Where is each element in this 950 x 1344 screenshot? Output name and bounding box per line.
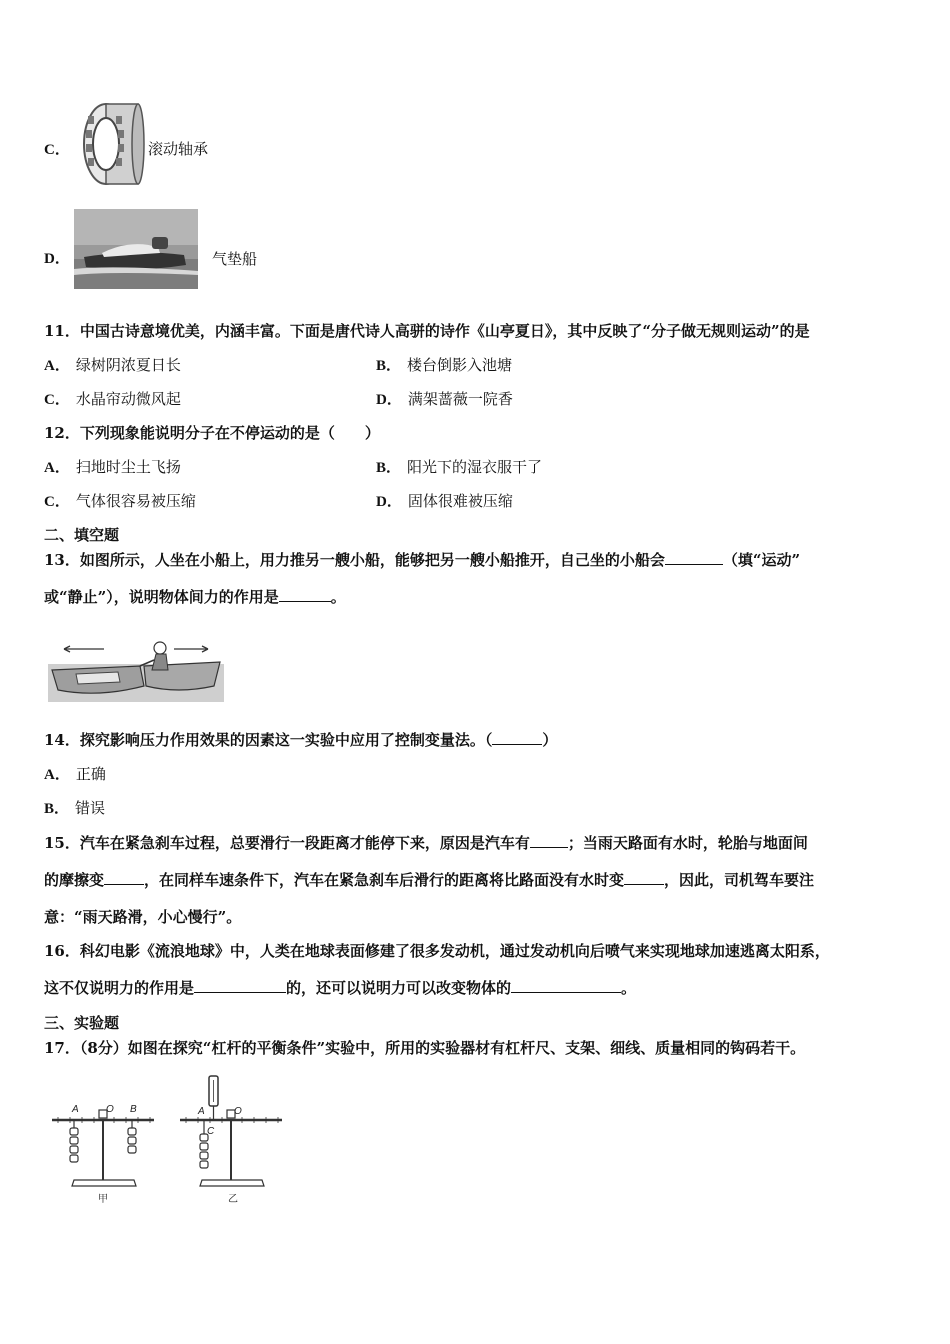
option-label: B．: [376, 460, 402, 476]
q16-line2: [44, 977, 636, 998]
caption-yi: 乙: [228, 1194, 238, 1205]
boat-push-figure: [48, 636, 224, 702]
q12-option-a[interactable]: [44, 456, 181, 477]
option-label: D．: [376, 392, 402, 408]
q13-line1: [44, 549, 800, 570]
option-text: 气体很容易被压缩: [75, 492, 196, 510]
q15-line3: 意：“雨天路滑，小心慢行”。: [44, 908, 242, 926]
option-label: A．: [44, 767, 70, 783]
option-text: 正确: [75, 765, 106, 783]
q12-stem: 12．下列现象能说明分子在不停运动的是（ ）: [44, 424, 380, 442]
option-label: D．: [44, 251, 70, 267]
q13-text-2: （填“运动”: [722, 551, 801, 569]
lever-jia: [52, 1110, 154, 1186]
option-text: 满架蔷薇一院香: [407, 390, 513, 408]
hovercraft-image: [74, 209, 198, 289]
label-b-jia: B: [130, 1104, 137, 1115]
lever-yi: [180, 1076, 282, 1186]
q15-line2: [44, 869, 814, 890]
q13-text-4: 。: [330, 588, 346, 606]
q10-option-d: [44, 247, 70, 268]
q17-stem: 17．（8分）如图在探究“杠杆的平衡条件”实验中，所用的实验器材有杠杆尺、支架、细线、质量相同的钩码若干。: [44, 1039, 806, 1057]
q14-text-2: ）: [542, 731, 558, 749]
option-text: 绿树阴浓夏日长: [75, 356, 181, 374]
caption-jia: 甲: [98, 1194, 108, 1205]
q13-line2: [44, 586, 346, 607]
q16-text-1: 这不仅说明力的作用是: [44, 979, 195, 997]
option-text: 错误: [75, 799, 106, 817]
q10-option-c: [44, 138, 70, 159]
q14-stem: [44, 729, 557, 750]
option-label: C．: [44, 142, 70, 158]
q14-text-1: 14．探究影响压力作用效果的因素这一实验中应用了控制变量法。（: [44, 731, 493, 749]
q15-text-2: ；当雨天路面有水时，轮胎与地面间: [567, 834, 808, 852]
q13-text-3: 或“静止”），说明物体间力的作用是: [44, 588, 279, 606]
q11-option-c[interactable]: [44, 388, 181, 409]
option-text: 水晶帘动微风起: [75, 390, 181, 408]
q11-option-a[interactable]: [44, 354, 181, 375]
label-c-yi: C: [207, 1126, 215, 1137]
option-text: 扫地时尘土飞扬: [75, 458, 181, 476]
q14-blank[interactable]: [492, 730, 542, 745]
q15-text-5: ，因此，司机驾车要注: [664, 871, 815, 889]
q15-blank-3[interactable]: [624, 870, 664, 885]
label-o-jia: O: [106, 1104, 114, 1115]
section-heading-fill-blank: 二、填空题: [44, 526, 120, 544]
q11-stem: 11．中国古诗意境优美，内涵丰富。下面是唐代诗人高骈的诗作《山亭夏日》，其中反映了“分子做无规则运动”的是: [44, 322, 810, 340]
q11-option-b[interactable]: [376, 354, 512, 375]
q13-blank-2[interactable]: [279, 587, 331, 602]
section-heading-experiment: 三、实验题: [44, 1014, 120, 1032]
option-text: 楼台倒影入池塘: [407, 356, 513, 374]
q13-blank-1[interactable]: [665, 550, 723, 565]
option-label: B．: [376, 358, 402, 374]
option-text: 阳光下的湿衣服干了: [407, 458, 543, 476]
q16-text-3: 。: [621, 979, 637, 997]
q16-blank-2[interactable]: [511, 978, 621, 993]
q12-option-c[interactable]: [44, 490, 196, 511]
q15-text-4: ，在同样车速条件下，汽车在紧急刹车后滑行的距离将比路面没有水时变: [144, 871, 625, 889]
q13-text-1: 13．如图所示，人坐在小船上，用力推另一艘小船，能够把另一艘小船推开，自己坐的小船会: [44, 551, 665, 569]
q15-blank-2[interactable]: [104, 870, 144, 885]
option-label: B．: [44, 801, 70, 817]
q15-blank-1[interactable]: [530, 833, 568, 848]
option-label: C．: [44, 494, 70, 510]
q15-line1: [44, 832, 808, 853]
q15-text-3: 的摩擦变: [44, 871, 105, 889]
option-label: A．: [44, 358, 70, 374]
label-a-yi: A: [198, 1106, 205, 1117]
q16-blank-1[interactable]: [194, 978, 286, 993]
bearing-image: [76, 100, 146, 188]
q10-option-d-text: 气垫船: [212, 250, 258, 268]
label-o-yi: O: [234, 1106, 242, 1117]
q12-option-b[interactable]: [376, 456, 542, 477]
q11-option-d[interactable]: [376, 388, 513, 409]
lever-figure: [44, 1072, 284, 1208]
q15-text-1: 15．汽车在紧急刹车过程，总要滑行一段距离才能停下来，原因是汽车有: [44, 834, 530, 852]
q14-option-b[interactable]: [44, 797, 105, 818]
q12-option-d[interactable]: [376, 490, 513, 511]
q16-text-2: 的，还可以说明力可以改变物体的: [286, 979, 512, 997]
q14-option-a[interactable]: [44, 763, 106, 784]
q10-option-c-text: 滚动轴承: [148, 140, 209, 158]
option-text: 固体很难被压缩: [407, 492, 513, 510]
option-label: C．: [44, 392, 70, 408]
option-label: A．: [44, 460, 70, 476]
label-a-jia: A: [72, 1104, 79, 1115]
q16-line1: 16．科幻电影《流浪地球》中，人类在地球表面修建了很多发动机，通过发动机向后喷气来实现地球加速逃离太阳系，: [44, 942, 830, 960]
option-label: D．: [376, 494, 402, 510]
